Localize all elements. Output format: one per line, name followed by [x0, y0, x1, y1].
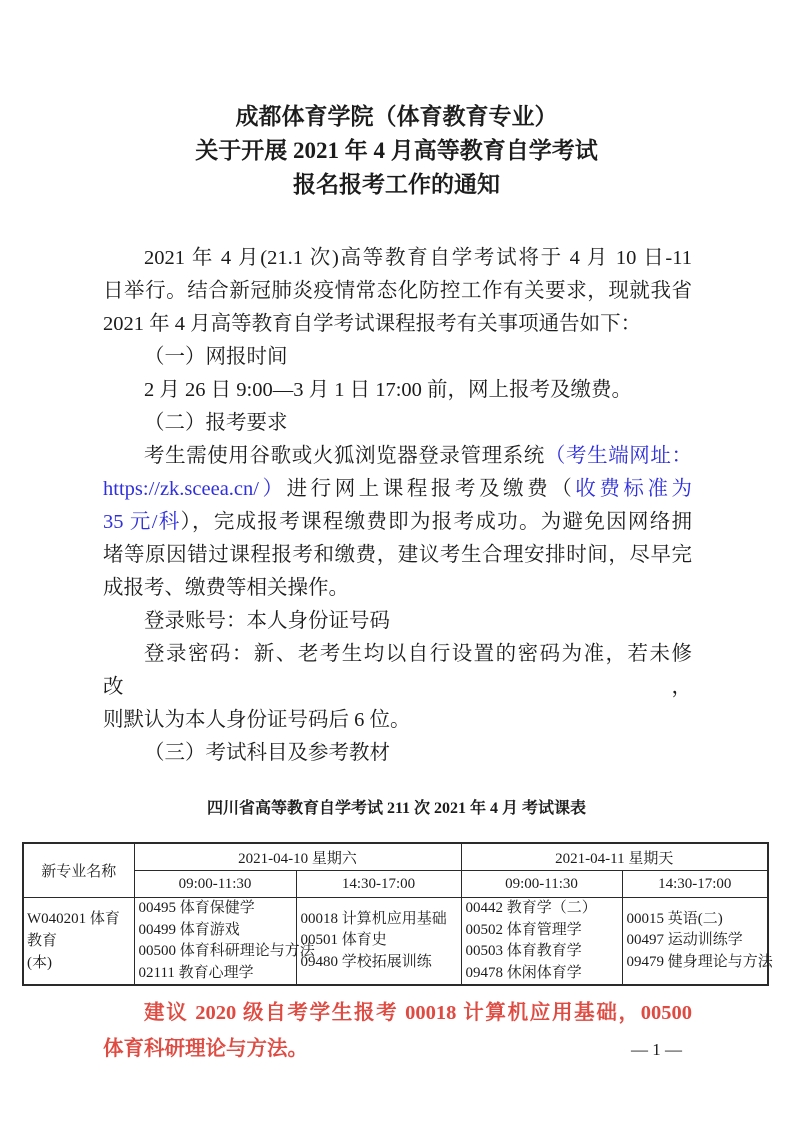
title-line: 报名报考工作的通知: [293, 172, 500, 197]
course-item: 09478 休闲体育学: [465, 964, 582, 981]
courses-sat-pm-cell: [296, 898, 461, 986]
time-slot-header: 09:00-11:30: [461, 871, 622, 898]
body-line: [103, 572, 692, 605]
page-number: — 1 —: [631, 1040, 682, 1059]
course-item: 00503 体育教育学: [465, 943, 582, 959]
course-item: 09480 学校拓展训练: [300, 953, 432, 970]
note-line: 体育科研理论与方法。: [103, 1038, 308, 1060]
text-run: （一）网报时间: [144, 346, 288, 368]
text-run: 2021 年 4 月(21.1 次)高等教育自学考试将于 4 月 10 日-11: [144, 247, 692, 269]
major-name-line: (本): [27, 955, 52, 971]
body-line: [103, 308, 692, 341]
body-line: [103, 506, 692, 539]
table-caption: 四川省高等教育自学考试 211 次 2021 年 4 月 考试课表: [206, 800, 587, 817]
title-line: 成都体育学院（体育教育专业）: [235, 104, 558, 129]
body-line: [103, 473, 692, 506]
highlight-text: https://zk.sceea.cn/）: [103, 478, 287, 500]
time-slot-header: 09:00-11:30: [134, 871, 296, 898]
text-run: 进行网上课程报考及缴费（: [286, 478, 576, 500]
time-slot-header: 14:30-17:00: [296, 871, 461, 898]
exam-schedule-table: [22, 842, 773, 986]
body-line: [103, 275, 692, 308]
course-item: 02111 教育心理学: [138, 964, 254, 981]
major-name-cell: [23, 898, 134, 986]
body-line: [103, 539, 692, 572]
highlight-text: 收费标准为: [575, 478, 693, 500]
course-item: 09479 健身理论与方法: [626, 953, 773, 970]
course-item: 00499 体育游戏: [138, 921, 240, 938]
body-line: [103, 638, 692, 704]
course-item: 00442 教育学（二）: [465, 900, 597, 916]
time-slot-header: 14:30-17:00: [622, 871, 768, 898]
body-text: [103, 242, 692, 770]
text-run: 考生需使用谷歌或火狐浏览器登录管理系统: [144, 445, 545, 467]
text-run: 成报考、缴费等相关操作。: [103, 577, 349, 599]
text-run: （二）报考要求: [144, 412, 288, 434]
note-line: 建议 2020 级自考学生报考 00018 计算机应用基础，00500: [144, 1002, 692, 1024]
courses-sun-am-cell: [461, 898, 622, 986]
major-name-line: W040201 体育教育: [27, 911, 120, 949]
column-header-saturday: 2021-04-10 星期六: [134, 843, 461, 871]
body-line: [103, 737, 692, 770]
course-item: 00495 体育保健学: [138, 900, 255, 916]
text-run: 堵等原因错过课程报考和缴费，建议考生合理安排时间，尽早完: [103, 544, 692, 566]
body-line: [103, 407, 692, 440]
text-run: ），完成报考课程缴费即为报考成功。为避免因网络拥: [180, 511, 692, 533]
course-item: 00497 运动训练学: [626, 932, 743, 949]
course-item: 00501 体育史: [300, 932, 387, 949]
title-line: 关于开展 2021 年 4 月高等教育自学考试: [195, 138, 598, 163]
body-line: [103, 704, 692, 737]
course-item: 00500 体育科研理论与方法: [138, 943, 315, 959]
column-header-sunday: 2021-04-11 星期天: [461, 843, 768, 871]
body-line: [103, 605, 692, 638]
body-line: [103, 440, 692, 473]
text-run: 登录账号：本人身份证号码: [144, 610, 390, 632]
text-run: 则默认为本人身份证号码后 6 位。: [103, 709, 411, 731]
text-run: （三）考试科目及参考教材: [144, 742, 390, 764]
course-item: 00018 计算机应用基础: [300, 910, 447, 927]
body-line: [103, 341, 692, 374]
table-row: [23, 898, 768, 986]
highlight-text: （考生端网址：: [544, 445, 693, 467]
text-run: 2021 年 4 月高等教育自学考试课程报考有关事项通告如下：: [103, 313, 642, 335]
course-item: 00502 体育管理学: [465, 921, 582, 938]
text-run: 2 月 26 日 9:00—3 月 1 日 17:00 前，网上报考及缴费。: [144, 379, 633, 401]
document-title: [0, 100, 793, 202]
body-line: [103, 374, 692, 407]
text-run: 日举行。结合新冠肺炎疫情常态化防控工作有关要求，现就我省: [103, 280, 692, 302]
highlight-text: 35 元/科: [103, 511, 181, 533]
course-item: 00015 英语(二): [626, 910, 723, 927]
text-run: 登录密码：新、老考生均以自行设置的密码为准，若未修改，: [103, 643, 692, 698]
body-line: [103, 242, 692, 275]
courses-sun-pm-cell: [622, 898, 773, 986]
column-header-major: 新专业名称: [23, 843, 134, 898]
courses-sat-am-cell: [134, 898, 315, 986]
